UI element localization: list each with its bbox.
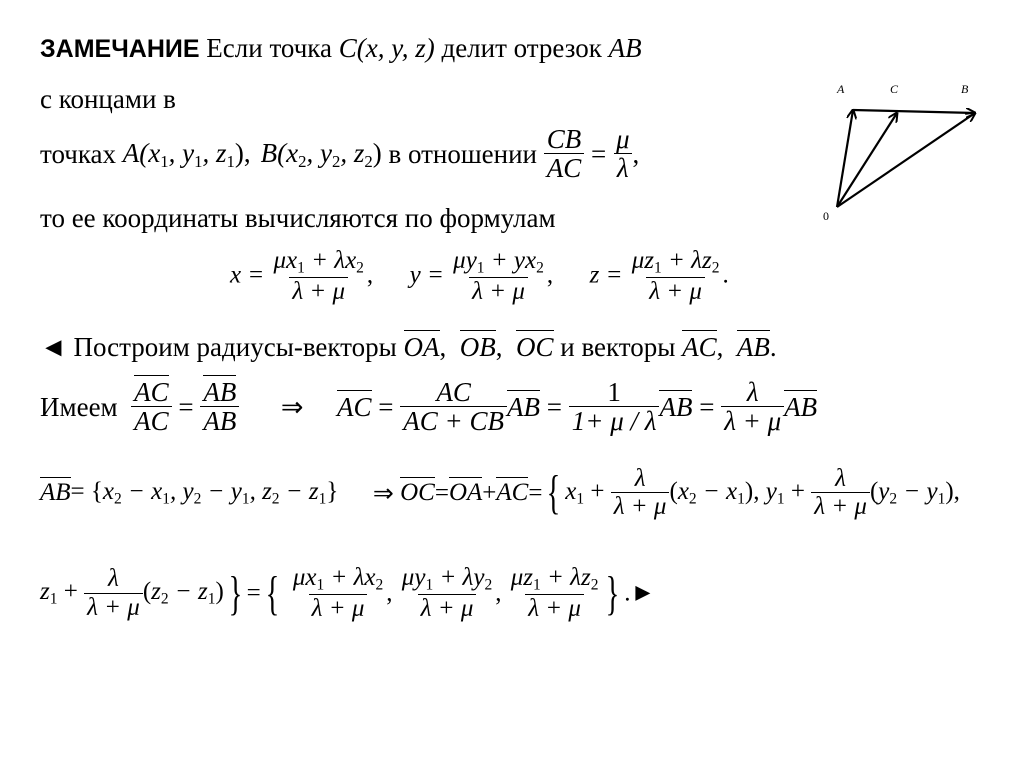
point-a: $A(x_1$, $y_1$, $z_1$), — [122, 137, 251, 171]
remark-line-3 — [40, 125, 639, 184]
frac-lam-2-num: λ — [835, 465, 846, 492]
final-y-fraction: $\frac{\mu y_1 + \lambda y_2}{\lambda + \mu}$ — [401, 564, 493, 622]
vector-ab: AB — [736, 332, 770, 362]
text-and-vectors: и векторы — [553, 332, 683, 362]
we-have-line: Имеем $\frac{AC}{AC}$ = $\frac{AB}{AB}$ ⇒ AC = $\frac{AC}{AC + CB}$ AB = $\frac{1}{1+ \mu / \lambda}$ AB = $\frac{\lambda}{\lambda + \mu}$ AB — [40, 377, 818, 437]
x-lhs: x = — [230, 261, 265, 289]
text-divides: делит отрезок — [434, 33, 609, 63]
end-marker: .► — [624, 579, 656, 607]
z-lhs: z = — [589, 261, 623, 289]
frac-ac-acpcb — [400, 378, 507, 437]
den-lambda-mu: λ + μ — [721, 406, 784, 437]
y-fraction: $\frac{\mu y_1 + yx_2}{\lambda + \mu}$ — [453, 247, 544, 305]
frac-ab-ab — [200, 378, 239, 437]
num-ac: AC — [436, 377, 471, 407]
ratio-mu-lambda — [613, 125, 633, 184]
period-6: . — [769, 332, 777, 362]
point-b-label: B(x — [260, 137, 299, 168]
remark-line-2: с концами в — [40, 84, 176, 114]
vec-oc: OC — [400, 479, 435, 507]
final-x-fraction: $\frac{\mu x_1 + \lambda x_2}{\lambda + \mu}$ — [292, 564, 384, 622]
frac-lam-3-den: λ + μ — [84, 593, 143, 622]
label-origin: 0 — [823, 209, 829, 223]
den-ac-cb: AC + CB — [400, 406, 507, 437]
frac-lam-1-den: λ + μ — [611, 492, 670, 521]
den-ac: AC — [131, 406, 172, 437]
right-brace: } — [228, 567, 243, 620]
x-num-b: + λx — [304, 247, 357, 274]
x-fraction: $\frac{\mu x_1 + \lambda x_2}{\lambda + \mu}$ — [273, 247, 364, 305]
text-if-point: Если точка — [199, 33, 339, 63]
remark-line-4: то ее координаты вычисляются по формулам — [40, 203, 556, 233]
final-x-den: λ + μ — [309, 594, 368, 623]
frac-lam-2 — [811, 466, 870, 521]
den-mu-lambda: 1+ μ / λ — [569, 406, 660, 437]
ratio-mu: μ — [615, 124, 630, 154]
frac-one — [569, 378, 660, 437]
vec-oa: OA — [448, 479, 483, 507]
ratio-denominator: AC — [544, 153, 585, 184]
den-ab: AB — [200, 406, 239, 437]
y-den: λ + μ — [469, 277, 528, 306]
point-c: C(x, y, z) — [338, 33, 435, 63]
vector-oa: OA — [403, 332, 440, 362]
right-brace-2: } — [606, 567, 620, 620]
segment-ab: AB — [608, 33, 642, 63]
z-fraction: $\frac{\mu z_1 + \lambda z_2}{\lambda + \mu}$ — [631, 247, 720, 305]
frac-lam-2-den: λ + μ — [811, 492, 870, 521]
num-one: 1 — [607, 377, 621, 407]
equals-sign: = — [591, 139, 607, 170]
vector-ab-arrow — [853, 110, 975, 113]
label-b: B — [961, 82, 969, 96]
vector-ab-components-line: $AB= \{x_2 - x_1$, $y_2 - y_1$, $z_2 - z_1$} ⇒ OC=OA+AC={ $x_1$ + $\frac{\lambda}{\lambda + \mu}$ $(x_2 - x_1)$, $y_1$ + $\frac{\lambda}{\lambda + \mu}$ $(y_2 - y_1)$, — [40, 465, 960, 521]
vec-ac: AC — [496, 479, 529, 507]
text-we-have: Имеем — [40, 392, 118, 423]
final-y-den: λ + μ — [418, 594, 477, 623]
text-in-ratio: в отношении — [381, 139, 544, 170]
period: . — [722, 261, 729, 289]
left-brace-2: { — [265, 567, 280, 620]
vec-ab-3: AB — [784, 392, 818, 423]
frac-lam-3 — [84, 566, 143, 621]
z-num-a: μz — [631, 247, 654, 274]
z-num-b: + λz — [661, 247, 712, 274]
vec-ab-1: AB — [507, 392, 540, 423]
vector-ob: OB — [459, 332, 496, 362]
ratio-lambda: λ — [614, 153, 632, 184]
frac-lam-3-num: λ — [108, 565, 119, 593]
point-a-label: A(x — [122, 137, 161, 168]
point-b: $B(x_2$, $y_2$, $z_2$) — [260, 137, 382, 171]
vector-ob-arrow — [837, 113, 975, 207]
coordinate-formulas — [230, 248, 729, 305]
ratio-numerator: CB — [546, 124, 582, 154]
vec-ac-lhs: AC — [337, 392, 372, 423]
vec-ab: AB — [40, 479, 71, 507]
implies-arrow-2: ⇒ — [372, 480, 394, 508]
frac-ac-ac — [131, 378, 172, 437]
vec-ab-2: AB — [659, 392, 693, 423]
remark-title: ЗАМЕЧАНИЕ — [40, 35, 200, 63]
num-vec-ac: AC — [134, 377, 169, 407]
radius-vectors-line: ◄ Построим радиусы-векторы OA, OB, OC и векторы AC, AB. — [40, 332, 777, 362]
sep-2: , — [546, 261, 554, 289]
vector-oc-arrow — [837, 113, 897, 207]
y-num-b: + yx — [484, 247, 537, 274]
label-c: C — [890, 82, 899, 96]
comma: , — [632, 139, 640, 170]
num-vec-ab: AB — [203, 377, 237, 407]
y-lhs: y = — [409, 261, 444, 289]
final-z-den: λ + μ — [525, 594, 584, 623]
num-lambda: λ — [746, 377, 759, 407]
frac-lambda — [721, 378, 784, 437]
final-z-fraction: $\frac{\mu z_1 + \lambda z_2}{\lambda + \mu}$ — [510, 564, 599, 622]
final-result-line: $z_1$ + $\frac{\lambda}{\lambda + \mu}$ $(z_2 - z_1)$} ={ $\frac{\mu x_1 + \lambda x_2}{\lambda + \mu}$ , $\frac{\mu y_1 + \lambda y_2}{\lambda + \mu}$ , $\frac{\mu z_1 + \lambda z_2}{\lambda + \mu}$ } .► — [40, 564, 656, 622]
sep-1: , — [366, 261, 374, 289]
text-construct: ◄ Построим радиусы-векторы — [40, 332, 404, 362]
vector-oc: OC — [516, 332, 554, 362]
y-num-a: μy — [453, 247, 477, 274]
label-a: A — [837, 82, 845, 96]
left-brace: { — [547, 467, 561, 520]
ratio-cb-ac — [544, 125, 585, 184]
vector-ac: AC — [682, 332, 717, 362]
x-num-a: μx — [273, 247, 298, 274]
remark-line-1 — [40, 33, 642, 64]
x-den: λ + μ — [289, 277, 348, 306]
z-den: λ + μ — [646, 277, 705, 306]
text-points: точках — [40, 139, 123, 170]
frac-lam-1-num: λ — [634, 465, 646, 492]
frac-lam-1 — [611, 466, 670, 521]
vector-diagram — [815, 75, 1015, 235]
implies-arrow: ⇒ — [280, 392, 304, 423]
